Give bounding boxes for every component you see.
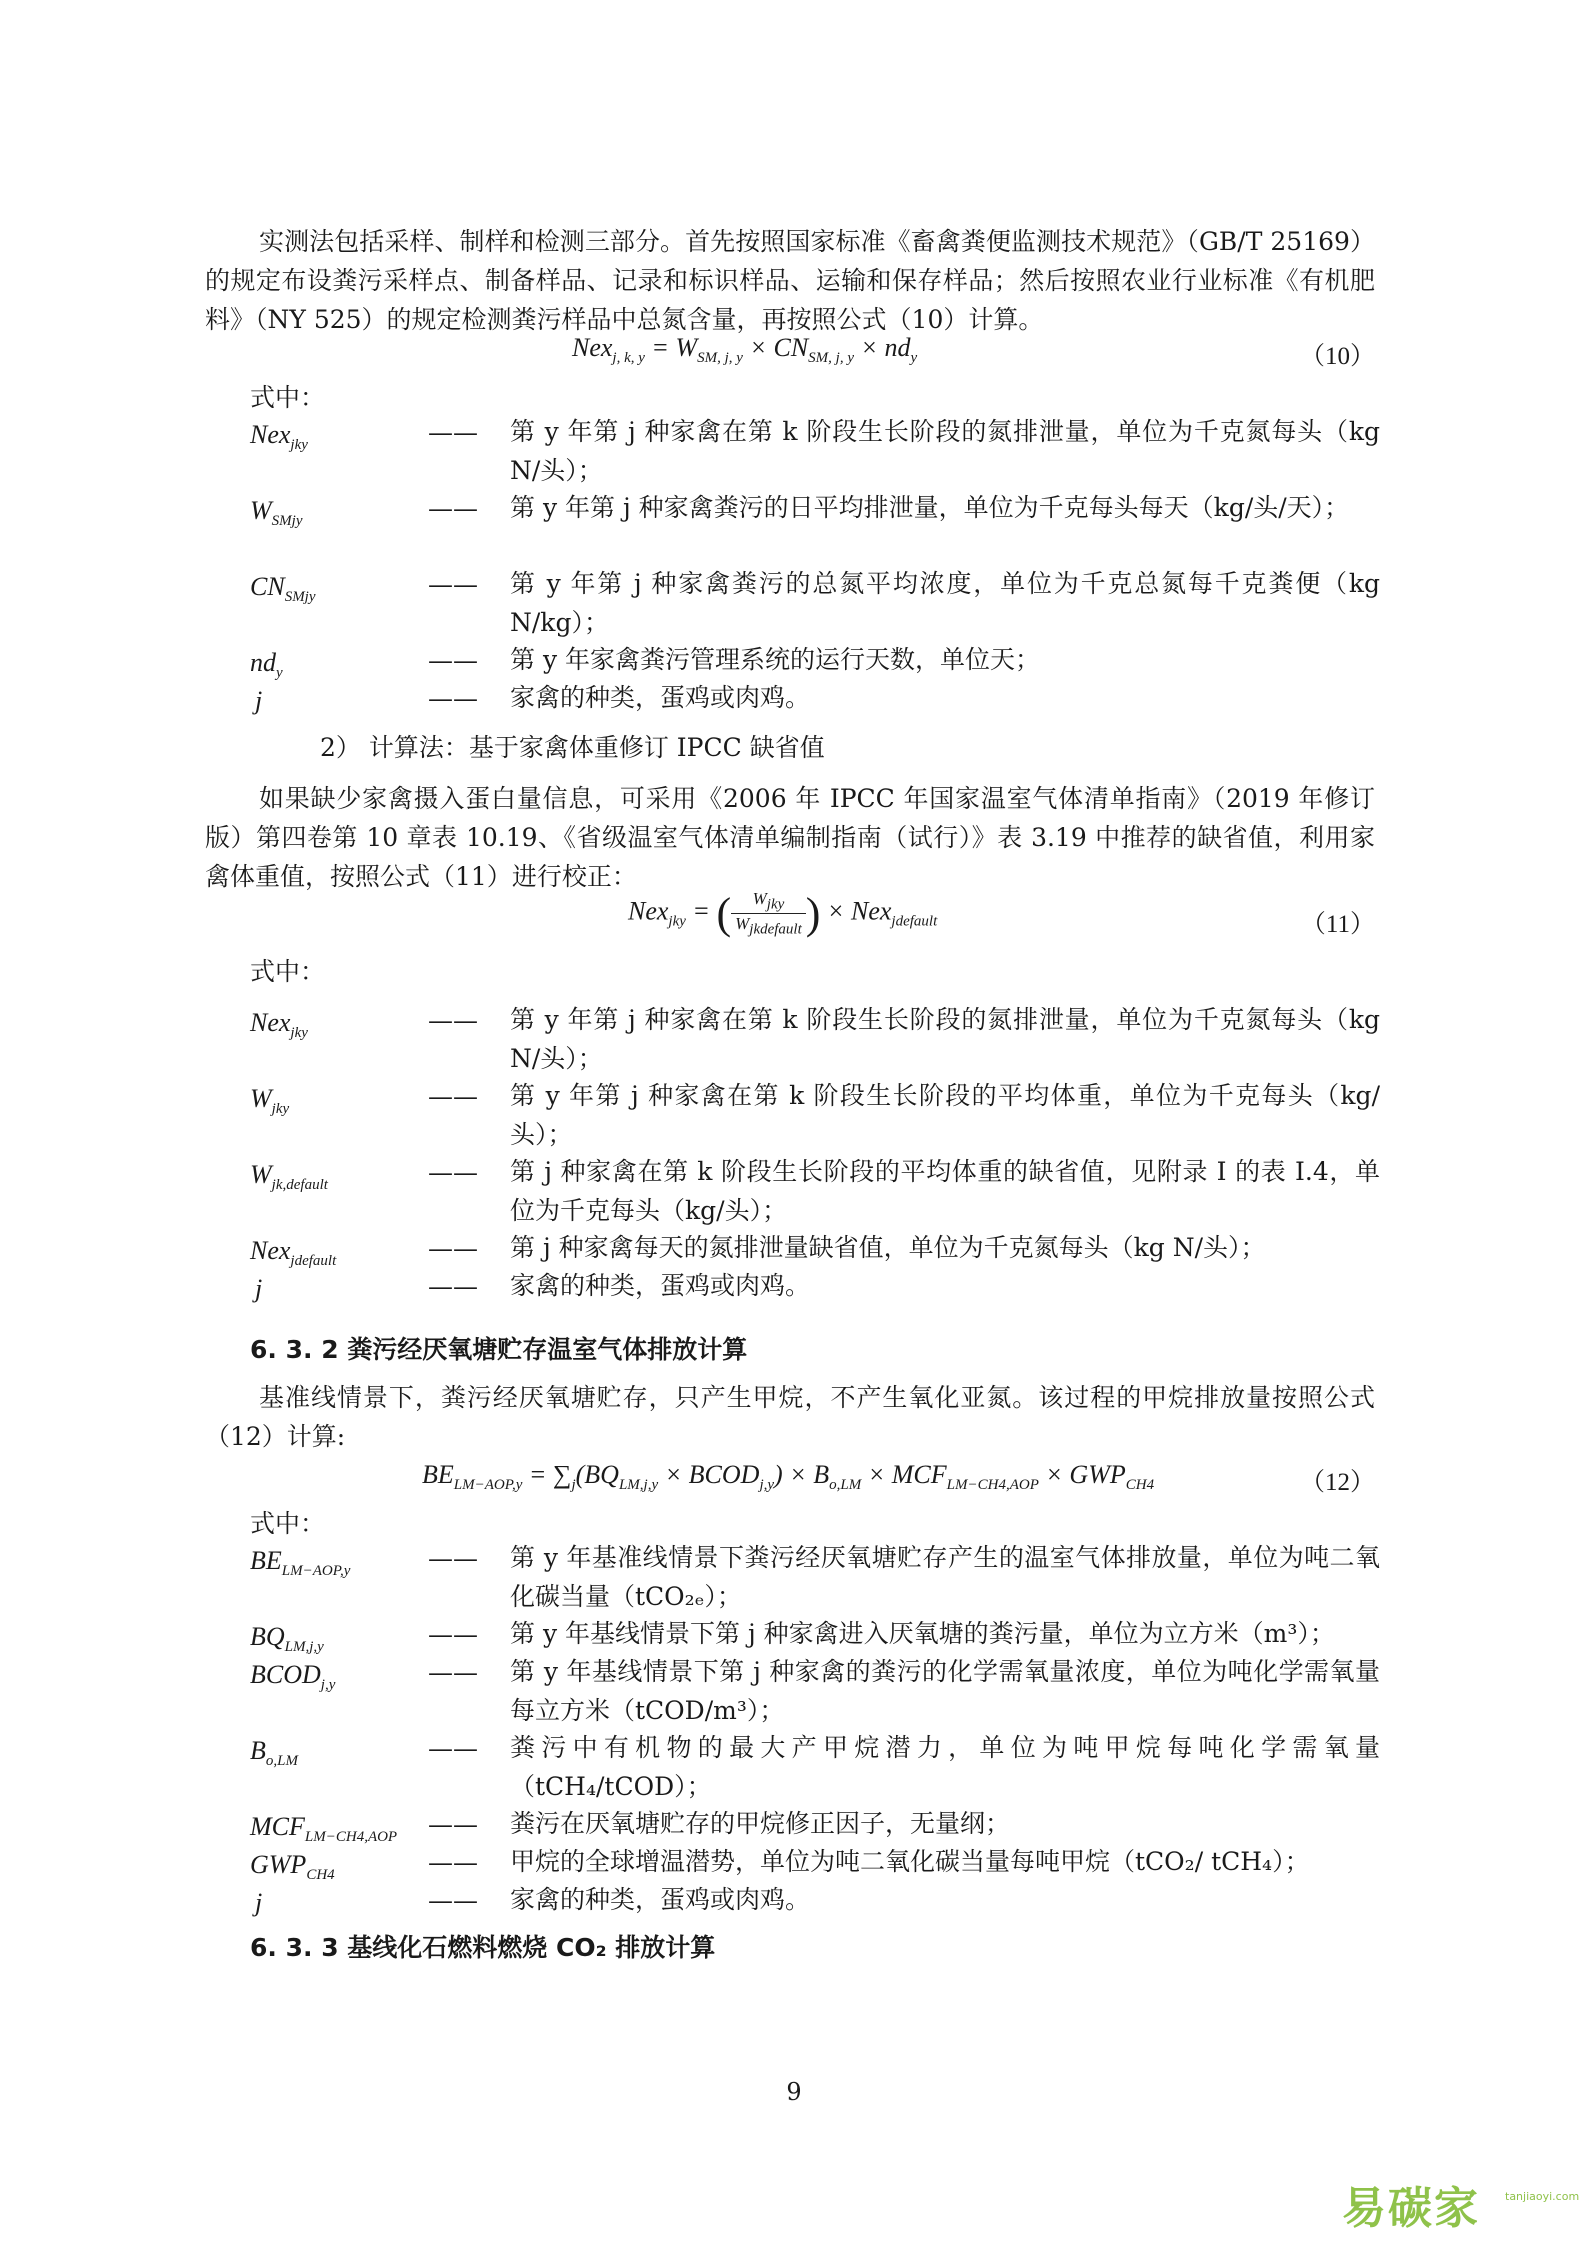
symbol-bcod: $BCOD_{j,y}$ xyxy=(250,1660,336,1694)
dash: —— xyxy=(428,1734,478,1763)
watermark-logo: 易碳家 xyxy=(1342,2183,1480,2234)
paragraph-3: 基准线情景下，粪污经厌氧塘贮存，只产生甲烷，不产生氧化亚氮。该过程的甲烷排放量按照公式（12）计算: xyxy=(205,1383,1375,1451)
definition-text: 第 y 年基准线情景下粪污经厌氧塘贮存产生的温室气体排放量，单位为吨二氧化碳当量（tCO₂ₑ）； xyxy=(510,1543,1380,1611)
formula-11-number: （11） xyxy=(1300,911,1375,938)
dash: —— xyxy=(428,1886,478,1915)
definition-text: 家禽的种类，蛋鸡或肉鸡。 xyxy=(510,1271,811,1300)
method-2-heading: 2） 计算法：基于家禽体重修订 IPCC 缺省值 xyxy=(320,733,825,762)
dash: —— xyxy=(428,1158,478,1187)
symbol-gwp: $GWP_{CH4}$ xyxy=(250,1850,335,1884)
symbol-cnsmjy: $CN_{SMjy}$ xyxy=(250,572,316,606)
dash: —— xyxy=(428,1848,478,1877)
page-number: 9 xyxy=(786,2078,802,2106)
symbol-j: j xyxy=(255,686,263,715)
dash: —— xyxy=(428,494,478,523)
definition-text: 第 y 年第 j 种家禽粪污的日平均排泄量，单位为千克每头每天（kg/头/天）； xyxy=(510,493,1350,522)
definition-text: 第 j 种家禽在第 k 阶段生长阶段的平均体重的缺省值，见附录 I 的表 I.4，单位为千克每头（kg/头）； xyxy=(510,1157,1380,1225)
definition-text: 家禽的种类，蛋鸡或肉鸡。 xyxy=(510,683,811,712)
dash: —— xyxy=(428,684,478,713)
formula-11: Nex$_{jky}$ = ( $\frac{W_{jky}}{W_{jkdefault}}$ ) × Nex$_{jdefault}$ xyxy=(628,888,938,938)
symbol-nexjdefault: Nex$_{jdefault}$ xyxy=(250,1236,337,1270)
definition-text: 第 y 年第 j 种家禽在第 k 阶段生长阶段的氮排泄量，单位为千克氮每头（kg N/头）； xyxy=(510,1005,1380,1073)
formula-10-number: （10） xyxy=(1299,343,1375,370)
symbol-nexjky: Nex$_{jky}$ xyxy=(250,1008,308,1042)
definition-text: 第 y 年基线情景下第 j 种家禽的粪污的化学需氧量浓度，单位为吨化学需氧量每立方米（tCOD/m³）； xyxy=(510,1657,1380,1725)
symbol-wjky: $W_{jky}$ xyxy=(250,1084,290,1118)
symbol-wsmjy: $W_{SMjy}$ xyxy=(250,496,303,530)
where-label: 式中： xyxy=(250,1509,326,1538)
symbol-wjkdefault: $W_{jk,default}$ xyxy=(250,1160,328,1194)
section-heading-6-3-2: 6. 3. 2 粪污经厌氧塘贮存温室气体排放计算 xyxy=(250,1335,748,1364)
definition-text: 第 y 年家禽粪污管理系统的运行天数，单位天； xyxy=(510,645,1041,674)
symbol-j: j xyxy=(255,1274,263,1303)
symbol-j: j xyxy=(255,1888,263,1917)
symbol-ndy: $nd_y$ xyxy=(250,648,283,682)
dash: —— xyxy=(428,646,478,675)
dash: —— xyxy=(428,570,478,599)
formula-10: $Nex_{j, k, y} = W_{SM, j, y} \times CN_{SM, j, y} \times nd_y$ xyxy=(572,333,918,367)
watermark-url: tanjiaoyi.com xyxy=(1505,2190,1580,2203)
definition-text: 第 j 种家禽每天的氮排泄量缺省值，单位为千克氮每头（kg N/头）； xyxy=(510,1233,1266,1262)
definition-text: 第 y 年第 j 种家禽在第 k 阶段生长阶段的氮排泄量，单位为千克氮每头（kg N/头）； xyxy=(510,417,1380,485)
definition-text: 第 y 年基线情景下第 j 种家禽进入厌氧塘的粪污量，单位为立方米（m³）； xyxy=(510,1619,1335,1648)
dash: —— xyxy=(428,418,478,447)
paragraph-2: 如果缺少家禽摄入蛋白量信息，可采用《2006 年 IPCC 年国家温室气体清单指南》（2019 年修订版）第四卷第 10 章表 10.19、《省级温室气体清单编制指南（试行）》表 3.19 中推荐的缺省值，利用家禽体重值，按照公式（11）进行校正： xyxy=(205,784,1375,891)
dash: —— xyxy=(428,1006,478,1035)
dash: —— xyxy=(428,1810,478,1839)
intro-paragraph: 实测法包括采样、制样和检测三部分。首先按照国家标准《畜禽粪便监测技术规范》（GB/T 25169）的规定布设粪污采样点、制备样品、记录和标识样品、运输和保存样品；然后按照农业行业标准《有机肥料》（NY 525）的规定检测粪污样品中总氮含量，再按照公式（10）计算。 xyxy=(205,227,1375,334)
dash: —— xyxy=(428,1658,478,1687)
definition-text: 粪污中有机物的最大产甲烷潜力，单位为吨甲烷每吨化学需氧量（tCH₄/tCOD）； xyxy=(510,1733,1380,1801)
definition-text: 粪污在厌氧塘贮存的甲烷修正因子，无量纲； xyxy=(510,1809,1011,1838)
definition-text: 第 y 年第 j 种家禽粪污的总氮平均浓度，单位为千克总氮每千克粪便（kg N/kg）； xyxy=(510,569,1380,637)
definition-text: 家禽的种类，蛋鸡或肉鸡。 xyxy=(510,1885,811,1914)
symbol-nexjky: Nex$_{jky}$ xyxy=(250,420,308,454)
formula-12: $BE_{LM-AOP,y} = \sum_j(BQ_{LM,j,y}$ × $BCOD_{j,y}) \times B_{o,LM} \times MCF_{LM-CH4,AOP} \times GWP_{CH4}$ xyxy=(422,1460,1155,1494)
fraction: $\frac{W_{jky}}{W_{jkdefault}}$ xyxy=(731,889,806,939)
dash: —— xyxy=(428,1620,478,1649)
symbol-be: $BE_{LM-AOP,y}$ xyxy=(250,1546,351,1580)
formula-12-number: （12） xyxy=(1299,1469,1375,1496)
section-heading-6-3-3: 6. 3. 3 基线化石燃料燃烧 CO₂ 排放计算 xyxy=(250,1933,716,1962)
dash: —— xyxy=(428,1544,478,1573)
symbol-mcf: $MCF_{LM-CH4,AOP}$ xyxy=(250,1812,398,1846)
symbol-bolm: $B_{o,LM}$ xyxy=(250,1736,298,1770)
definition-text: 甲烷的全球增温潜势，单位为吨二氧化碳当量每吨甲烷（tCO₂/ tCH₄）； xyxy=(510,1847,1310,1876)
dash: —— xyxy=(428,1272,478,1301)
dash: —— xyxy=(428,1234,478,1263)
where-label: 式中： xyxy=(250,383,326,412)
symbol-bq: $BQ_{LM,j,y}$ xyxy=(250,1622,324,1656)
where-label: 式中： xyxy=(250,957,326,986)
definition-text: 第 y 年第 j 种家禽在第 k 阶段生长阶段的平均体重，单位为千克每头（kg/头）； xyxy=(510,1081,1380,1149)
dash: —— xyxy=(428,1082,478,1111)
